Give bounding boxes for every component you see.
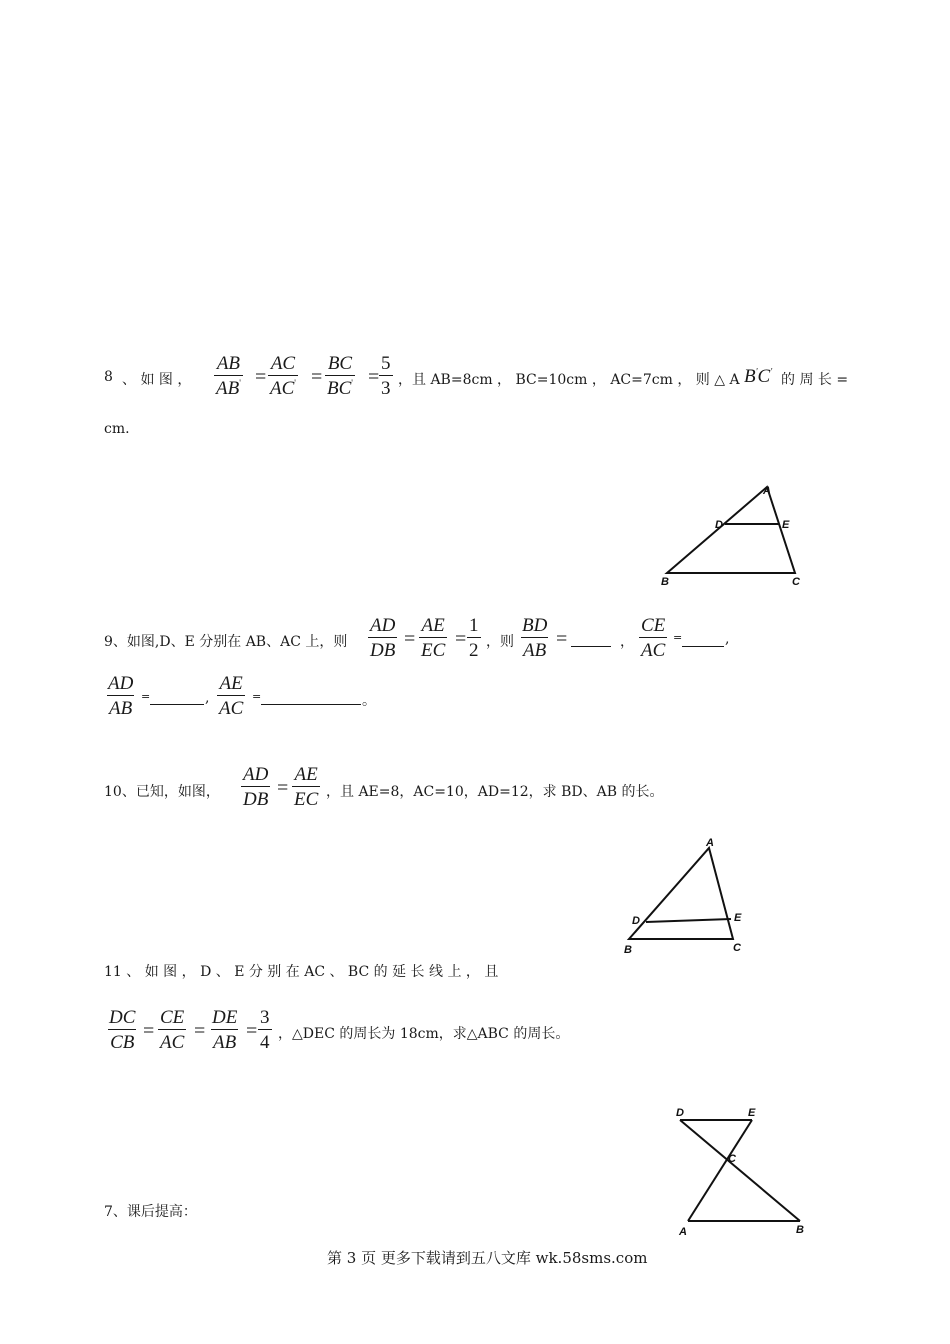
q8-fraction-1: $\frac{AB}{AB'}$ [216, 353, 241, 399]
label-d: D [632, 915, 640, 927]
q11-fraction-dc-cb: $\frac{DC}{CB}$ [109, 1007, 136, 1053]
label-c: C [733, 942, 741, 954]
q9-blank-2[interactable] [682, 633, 724, 647]
section-7-heading: 7、课后提高： [104, 1204, 197, 1220]
label-e: E [782, 519, 790, 531]
label-c: C [728, 1153, 736, 1165]
label-b: B [661, 576, 669, 588]
q9-fraction-ae-ec: $\frac{AE}{EC}$ [421, 615, 446, 661]
q9-blank-3[interactable] [150, 691, 204, 705]
q11-intro: 11 、 如 图 ， D 、 E 分 别 在 AC 、 BC 的 延 长 线 上 ， 且 [104, 964, 499, 980]
q9-fraction-ae-ac: $\frac{AE}{AC}$ [219, 673, 244, 719]
q11-fraction-de-ab: $\frac{DE}{AB}$ [212, 1007, 238, 1053]
label-d: D [715, 519, 723, 531]
q9-fraction-half: $\frac{1}{2}$ [469, 615, 479, 661]
label-b: B [624, 944, 632, 956]
q11-fraction-ce-ac: $\frac{CE}{AC}$ [160, 1007, 185, 1053]
label-a: A [763, 485, 771, 497]
label-e: E [748, 1107, 756, 1119]
triangle-abc [629, 848, 733, 939]
q8-fraction-2: $\frac{AC}{AC'}$ [270, 353, 296, 399]
label-b: B [796, 1224, 804, 1236]
page-footer: 第 3 页 更多下载请到五八文库 wk.58sms.com [327, 1249, 648, 1267]
q8-perimeter-label: 的 周 长 = [781, 372, 849, 388]
q9-blank-4[interactable] [261, 691, 361, 705]
segment-de [646, 919, 731, 922]
label-c: C [792, 576, 800, 588]
q9-blank-1[interactable] [571, 633, 611, 647]
q10-conditions: ，且 AE=8，AC=10，AD=12，求 BD、AB 的长。 [326, 784, 664, 800]
q9-fraction-ce-ac: $\frac{CE}{AC}$ [641, 615, 666, 661]
q11-conditions: ，△DEC 的周长为 18cm，求△ABC 的周长。 [278, 1026, 570, 1042]
label-a: A [679, 1226, 687, 1238]
q8-fraction-3: $\frac{BC}{BC'}$ [327, 353, 353, 399]
label-a: A [706, 837, 714, 849]
q9-fraction-bd-ab: $\frac{BD}{AB}$ [522, 615, 548, 661]
q11-bowtie-figure [670, 1098, 815, 1238]
label-e: E [734, 912, 742, 924]
q8-conditions: ，且 AB=8cm ， BC=10cm ， AC=7cm ， 则 △ A [398, 372, 740, 388]
q9-intro: 9、如图,D、E 分别在 AB、AC 上，则 [104, 634, 348, 650]
q9-fraction-ad-ab: $\frac{AD}{AB}$ [108, 673, 134, 719]
q9-fraction-ad-db: $\frac{AD}{DB}$ [370, 615, 396, 661]
q8-number: 8 [104, 369, 113, 385]
q10-fraction-ae-ec: $\frac{AE}{EC}$ [294, 764, 319, 810]
label-d: D [676, 1107, 684, 1119]
q8-fraction-4: $\frac{5}{3}$ [381, 353, 391, 399]
q10-fraction-ad-db: $\frac{AD}{DB}$ [243, 764, 269, 810]
q11-fraction-three-quarters: $\frac{3}{4}$ [260, 1007, 270, 1053]
q9-then: ，则 [486, 634, 514, 650]
q8-bc-prime: B'C' [744, 366, 773, 387]
q10-triangle-figure [620, 832, 750, 960]
q8-triangle-figure [655, 478, 815, 590]
q10-intro: 10、已知，如图， [104, 784, 220, 800]
triangle-abc [667, 487, 795, 573]
q8-unit: cm. [104, 421, 130, 437]
q8-intro: 、 如 图 ， [122, 372, 192, 388]
